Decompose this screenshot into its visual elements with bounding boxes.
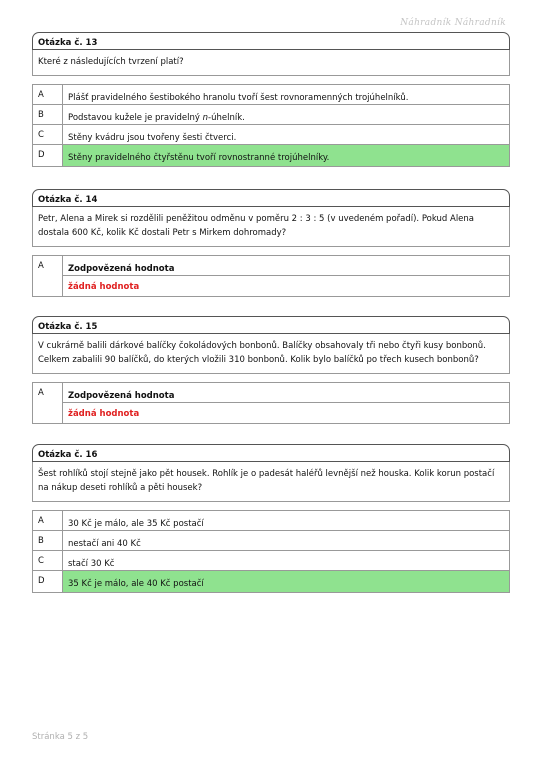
question-14 [32, 189, 510, 297]
option-c[interactable] [33, 125, 509, 145]
answer-label: Zodpovězená hodnota [63, 383, 509, 403]
option-text-post: -úhelník. [208, 113, 245, 123]
option-b[interactable] [33, 105, 509, 125]
option-text [63, 105, 509, 124]
option-text-pre: Podstavou kužele je pravidelný [68, 113, 203, 123]
answer-value: žádná hodnota [68, 282, 140, 292]
option-text: Stěny kvádru jsou tvořeny šesti čtverci. [68, 133, 237, 143]
answer-box [32, 382, 510, 424]
option-letter: C [33, 551, 63, 570]
option-b[interactable] [33, 531, 509, 551]
option-letter: D [33, 145, 63, 166]
option-a[interactable] [33, 85, 509, 105]
option-letter: B [33, 531, 63, 550]
question-text: Šest rohlíků stojí stejně jako pět housek. Rohlík je o padesát haléřů levnější než houska. Kolik korun postačí na nákup deseti rohlíků a pěti housek? [32, 462, 510, 502]
answer-box [32, 255, 510, 297]
question-text: Které z následujících tvrzení platí? [32, 50, 510, 76]
option-text-correct: Stěny pravidelného čtyřstěnu tvoří rovnostranné trojúhelníky. [63, 145, 509, 166]
option-text: 30 Kč je málo, ale 35 Kč postačí [68, 519, 204, 529]
answer-row[interactable] [33, 256, 509, 296]
option-letter: A [33, 256, 63, 296]
question-title: Otázka č. 16 [32, 444, 510, 462]
options-list [32, 510, 510, 593]
question-text: Petr, Alena a Mirek si rozdělili peněžitou odměnu v poměru 2 : 3 : 5 (v uvedeném pořadí). Pokud Alena dostala 600 Kč, kolik Kč dostali Petr s Mirkem dohromady? [32, 207, 510, 247]
option-text-correct: 35 Kč je málo, ale 40 Kč postačí [63, 571, 509, 592]
question-title: Otázka č. 14 [32, 189, 510, 207]
question-16 [32, 444, 510, 593]
option-letter: A [33, 85, 63, 104]
question-15 [32, 316, 510, 424]
answer-row[interactable] [33, 383, 509, 423]
question-title: Otázka č. 15 [32, 316, 510, 334]
question-title: Otázka č. 13 [32, 32, 510, 50]
option-letter: C [33, 125, 63, 144]
option-c[interactable] [33, 551, 509, 571]
option-letter: A [33, 383, 63, 423]
option-text: Plášť pravidelného šestibokého hranolu tvoří šest rovnoramenných trojúhelníků. [68, 93, 409, 103]
option-d[interactable] [33, 571, 509, 592]
options-list [32, 84, 510, 167]
option-d[interactable] [33, 145, 509, 166]
answer-value: žádná hodnota [68, 409, 140, 419]
answer-label: Zodpovězená hodnota [63, 256, 509, 276]
option-letter: A [33, 511, 63, 530]
option-letter: B [33, 105, 63, 124]
question-13 [32, 32, 510, 167]
page-footer: Stránka 5 z 5 [32, 732, 89, 742]
question-text: V cukrárně balili dárkové balíčky čokoládových bonbonů. Balíčky obsahovaly tři nebo čtyři kusy bonbonů. Celkem zabalili 90 balíčků, do kterých vložili 310 bonbonů. Kolik bylo balíčků po třech kusech bonbonů? [32, 334, 510, 374]
option-a[interactable] [33, 511, 509, 531]
watermark: Náhradník Náhradník [400, 18, 506, 28]
option-text-italic: n [202, 113, 209, 123]
option-letter: D [33, 571, 63, 592]
option-text: nestačí ani 40 Kč [68, 539, 141, 549]
option-text: stačí 30 Kč [68, 559, 115, 569]
